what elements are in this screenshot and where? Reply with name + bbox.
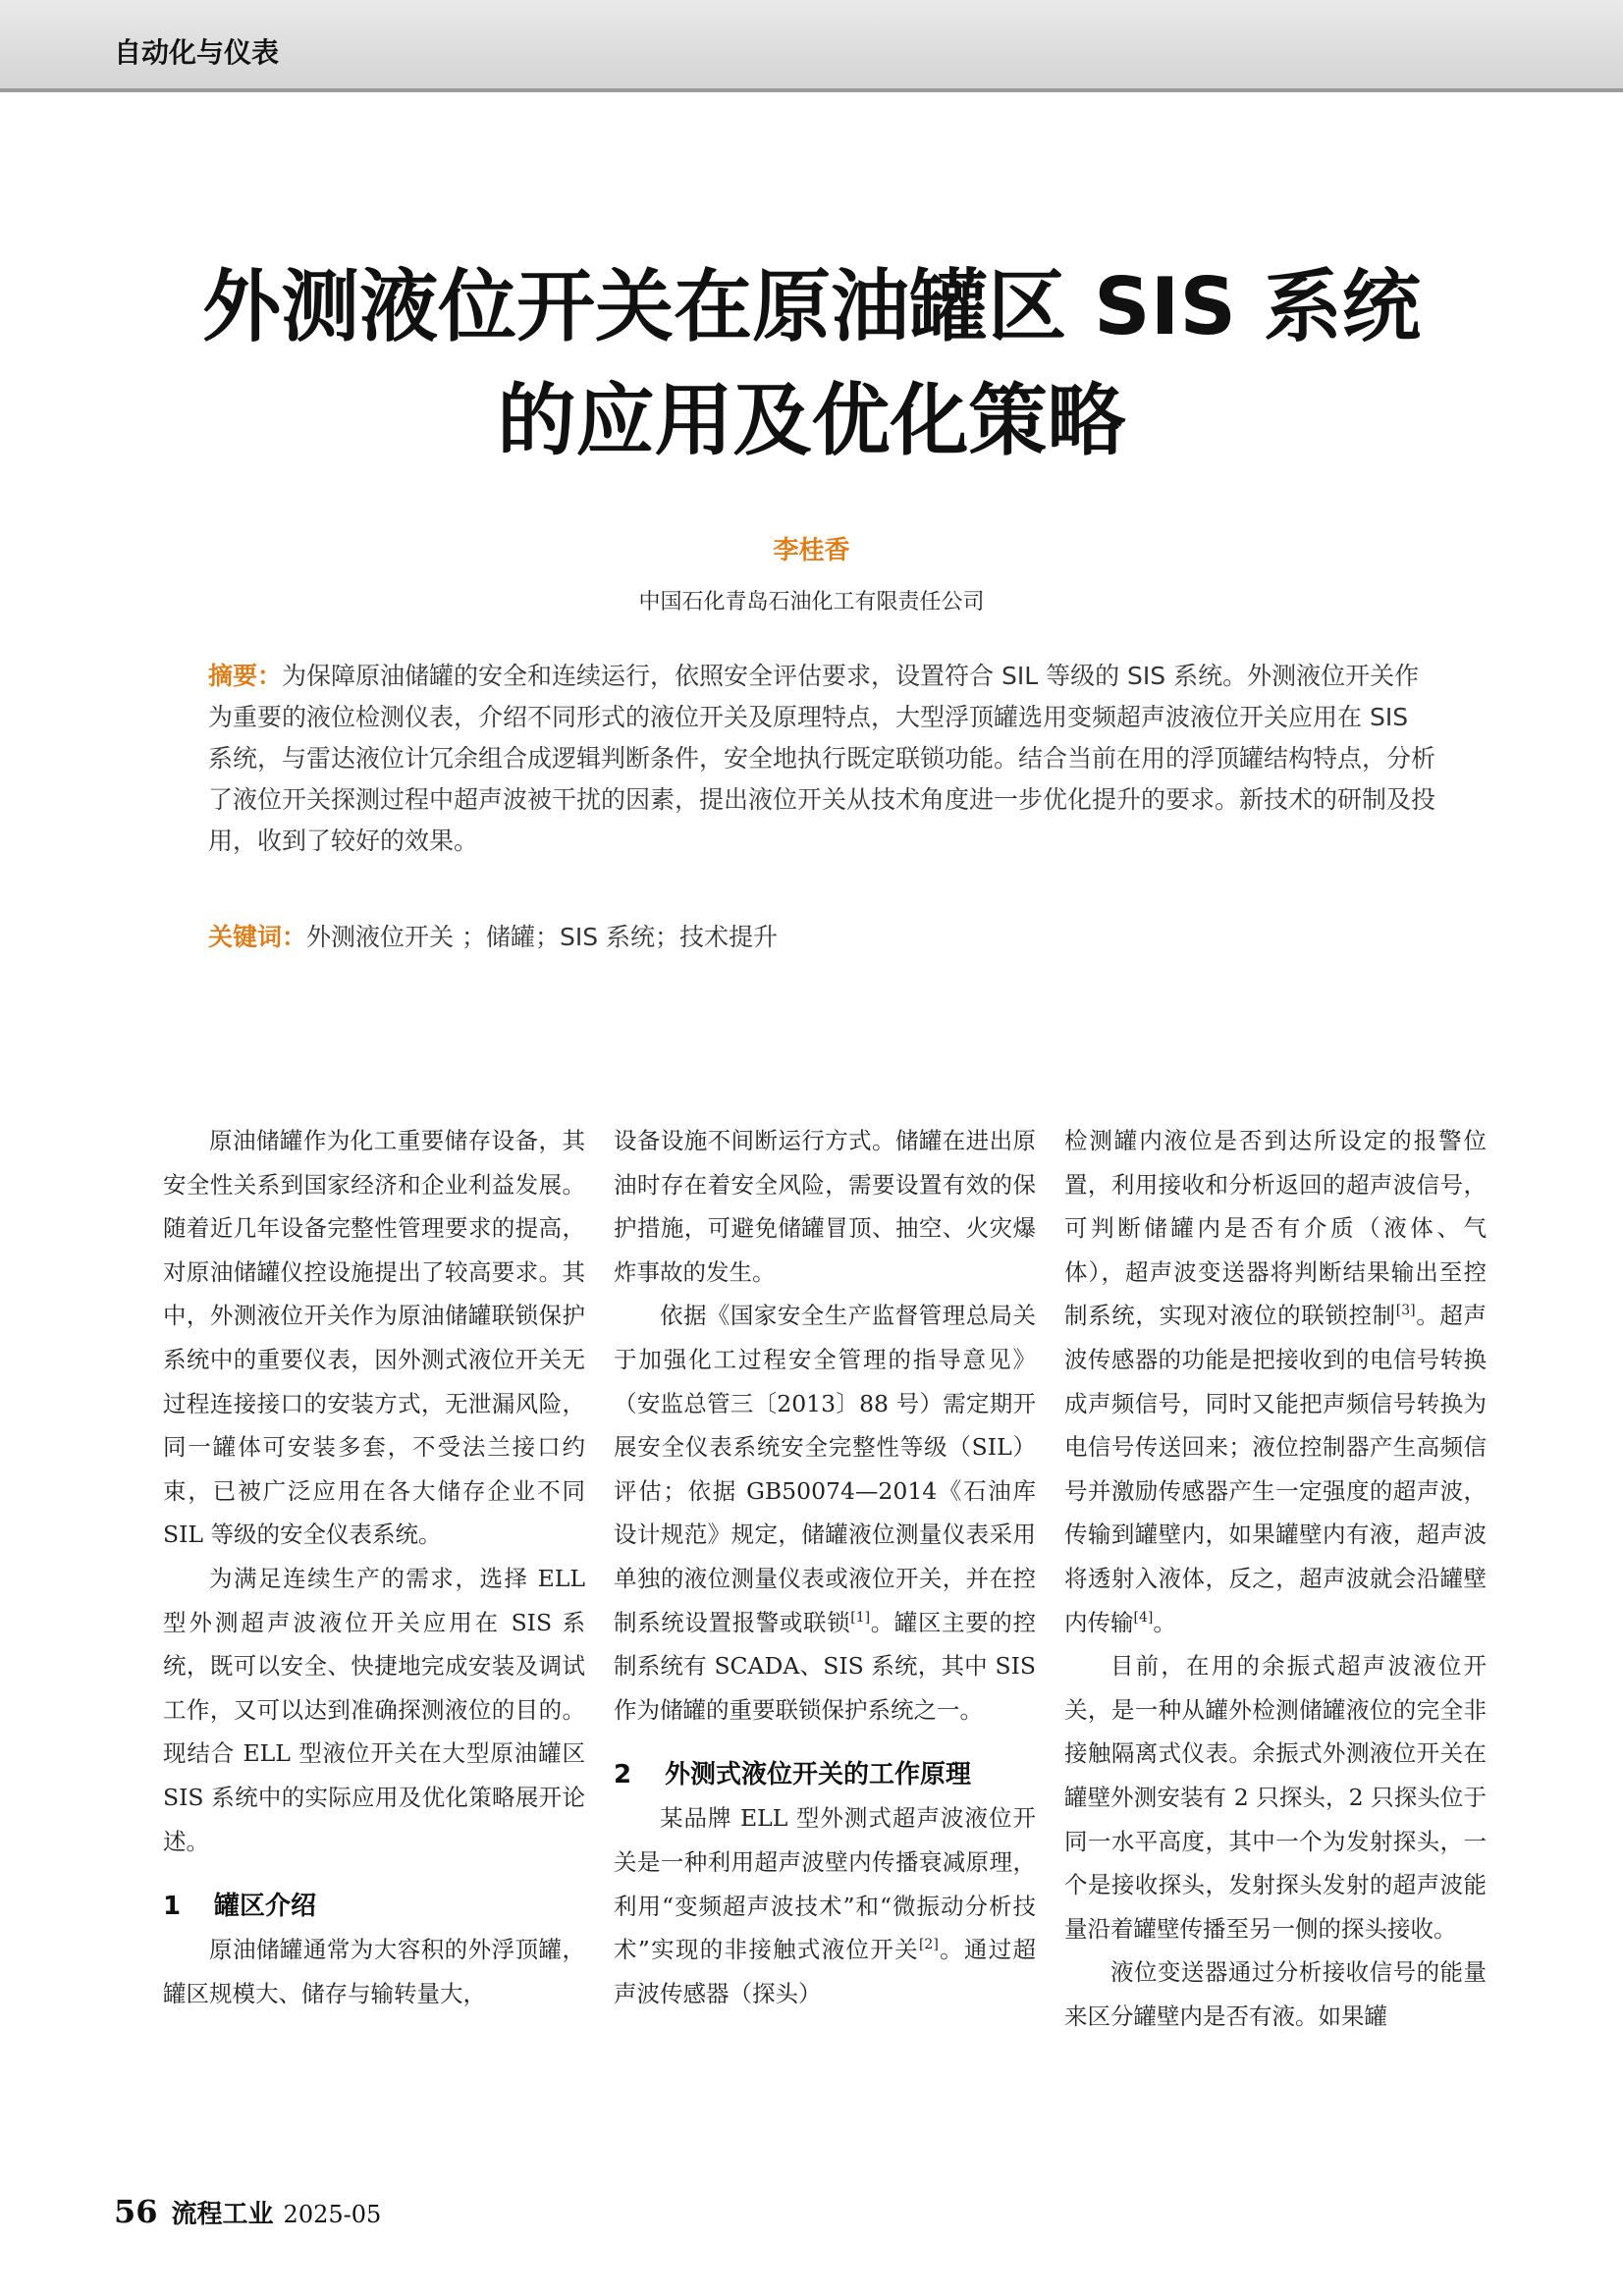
- section-title: 外测式液位开关的工作原理: [665, 1760, 972, 1790]
- paragraph-text: 。超声波传感器的功能是把接收到的电信号转换成声频信号，同时又能把声频信号转换为电信号传送回来；液位控制器产生高频信号并激励传感器产生一定强度的超声波，传输到罐壁内，如果罐壁内有液，超声波将透射入液体，反之，超声波就会沿罐壁内传输: [1064, 1302, 1488, 1636]
- journal-name: 流程工业: [171, 2200, 274, 2229]
- keywords: [208, 917, 1438, 958]
- paragraph-text: 依据《国家安全生产监督管理总局关于加强化工过程安全管理的指导意见》（安监总管三〔2013〕88 号）需定期开展安全仪表系统安全完整性等级（SIL）评估；依据 GB50074—2014《石油库设计规范》规定，储罐液位测量仪表采用单独的液位测量仪表或液位开关，并在控制系统设置报警或联锁: [614, 1302, 1036, 1636]
- keywords-text: 外测液位开关 ；储罐；SIS 系统；技术提升: [306, 923, 779, 951]
- paragraph: 为满足连续生产的需求，选择 ELL 型外测超声波液位开关应用在 SIS 系统，既可以安全、快捷地完成安装及调试工作，又可以达到准确探测液位的目的。现结合 ELL 型液位开关在大型原油罐区 SIS 系统中的实际应用及优化策略展开论述。: [163, 1564, 585, 1855]
- paragraph-text: 检测罐内液位是否到达所设定的报警位置，利用接收和分析返回的超声波信号，可判断储罐内是否有介质（液体、气体），超声波变送器将判断结果输出至控制系统，实现对液位的联锁控制: [1064, 1127, 1487, 1330]
- paragraph: [614, 1294, 1036, 1732]
- affiliation: 中国石化青岛石油化工有限责任公司: [638, 590, 985, 614]
- paragraph-text: 。: [1153, 1608, 1176, 1636]
- paragraph: 原油储罐通常为大容积的外浮顶罐，罐区规模大、储存与输转量大，: [163, 1936, 585, 2007]
- issue-date: 2025-05: [283, 2201, 382, 2228]
- title-line-2: 的应用及优化策略: [497, 375, 1126, 466]
- section-heading-2: [614, 1753, 1036, 1796]
- body-column-1: [163, 1119, 585, 2015]
- abstract-label: 摘要：: [208, 662, 283, 690]
- section-number: 1: [163, 1892, 182, 1922]
- keywords-label: 关键词：: [208, 923, 307, 951]
- section-label: 自动化与仪表: [114, 36, 280, 69]
- abstract: [208, 656, 1438, 862]
- article-title: [118, 250, 1505, 478]
- section-heading-1: [163, 1885, 585, 1928]
- paragraph-text: 。罐区主要的控制系统有 SCADA、SIS 系统，其中 SIS 作为储罐的重要联锁保护系统之一。: [614, 1608, 1037, 1724]
- author: 李桂香: [773, 536, 850, 565]
- citation-ref: [4]: [1133, 1609, 1154, 1626]
- citation-ref: [2]: [918, 1937, 939, 1953]
- paragraph: [1064, 1119, 1487, 1644]
- paragraph-text: 某品牌 ELL 型外测式超声波液位开关是一种利用超声波壁内传播衰减原理，利用“变频超声波技术”和“微振动分析技术”实现的非接触式液位开关: [614, 1804, 1036, 1964]
- section-number: 2: [614, 1760, 632, 1790]
- abstract-text: 为保障原油储罐的安全和连续运行，依照安全评估要求，设置符合 SIL 等级的 SIS 系统。外测液位开关作为重要的液位检测仪表，介绍不同形式的液位开关及原理特点，大型浮顶罐选用变频超声波液位开关应用在 SIS 系统，与雷达液位计冗余组合成逻辑判断条件，安全地执行既定联锁功能。结合当前在用的浮顶罐结构特点，分析了液位开关探测过程中超声波被干扰的因素，提出液位开关从技术角度进一步优化提升的要求。新技术的研制及投用，收到了较好的效果。: [208, 662, 1436, 855]
- paragraph: [614, 1796, 1036, 2015]
- page-footer: [114, 2193, 381, 2230]
- section-title: 罐区介绍: [214, 1892, 317, 1922]
- paragraph-text: 。通过超声波传感器（探头）: [614, 1936, 1037, 2007]
- paragraph: 目前，在用的余振式超声波液位开关，是一种从罐外检测储罐液位的完全非接触隔离式仪表。余振式外测液位开关在罐壁外测安装有 2 只探头，2 只探头位于同一水平高度，其中一个为发射探头，一个是接收探头，发射探头发射的超声波能量沿着罐壁传播至另一侧的探头接收。: [1064, 1652, 1487, 1943]
- body-column-3: [1064, 1119, 1487, 2038]
- title-line-1: 外测液位开关在原油罐区 SIS 系统: [202, 261, 1421, 352]
- paragraph: 原油储罐作为化工重要储存设备，其安全性关系到国家经济和企业利益发展。随着近几年设备完整性管理要求的提高，对原油储罐仪控设施提出了较高要求。其中，外测液位开关作为原油储罐联锁保护系统中的重要仪表，因外测式液位开关无过程连接接口的安装方式，无泄漏风险，同一罐体可安装多套，不受法兰接口约束，已被广泛应用在各大储存企业不同 SIL 等级的安全仪表系统。: [163, 1127, 585, 1549]
- body-column-2: [614, 1119, 1036, 2015]
- citation-ref: [1]: [850, 1609, 871, 1626]
- page-number: 56: [114, 2193, 158, 2230]
- paragraph: 设备设施不间断运行方式。储罐在进出原油时存在着安全风险，需要设置有效的保护措施，可避免储罐冒顶、抽空、火灾爆炸事故的发生。: [614, 1127, 1036, 1286]
- paragraph: 液位变送器通过分析接收信号的能量来区分罐壁内是否有液。如果罐: [1064, 1958, 1487, 2030]
- citation-ref: [3]: [1395, 1303, 1416, 1319]
